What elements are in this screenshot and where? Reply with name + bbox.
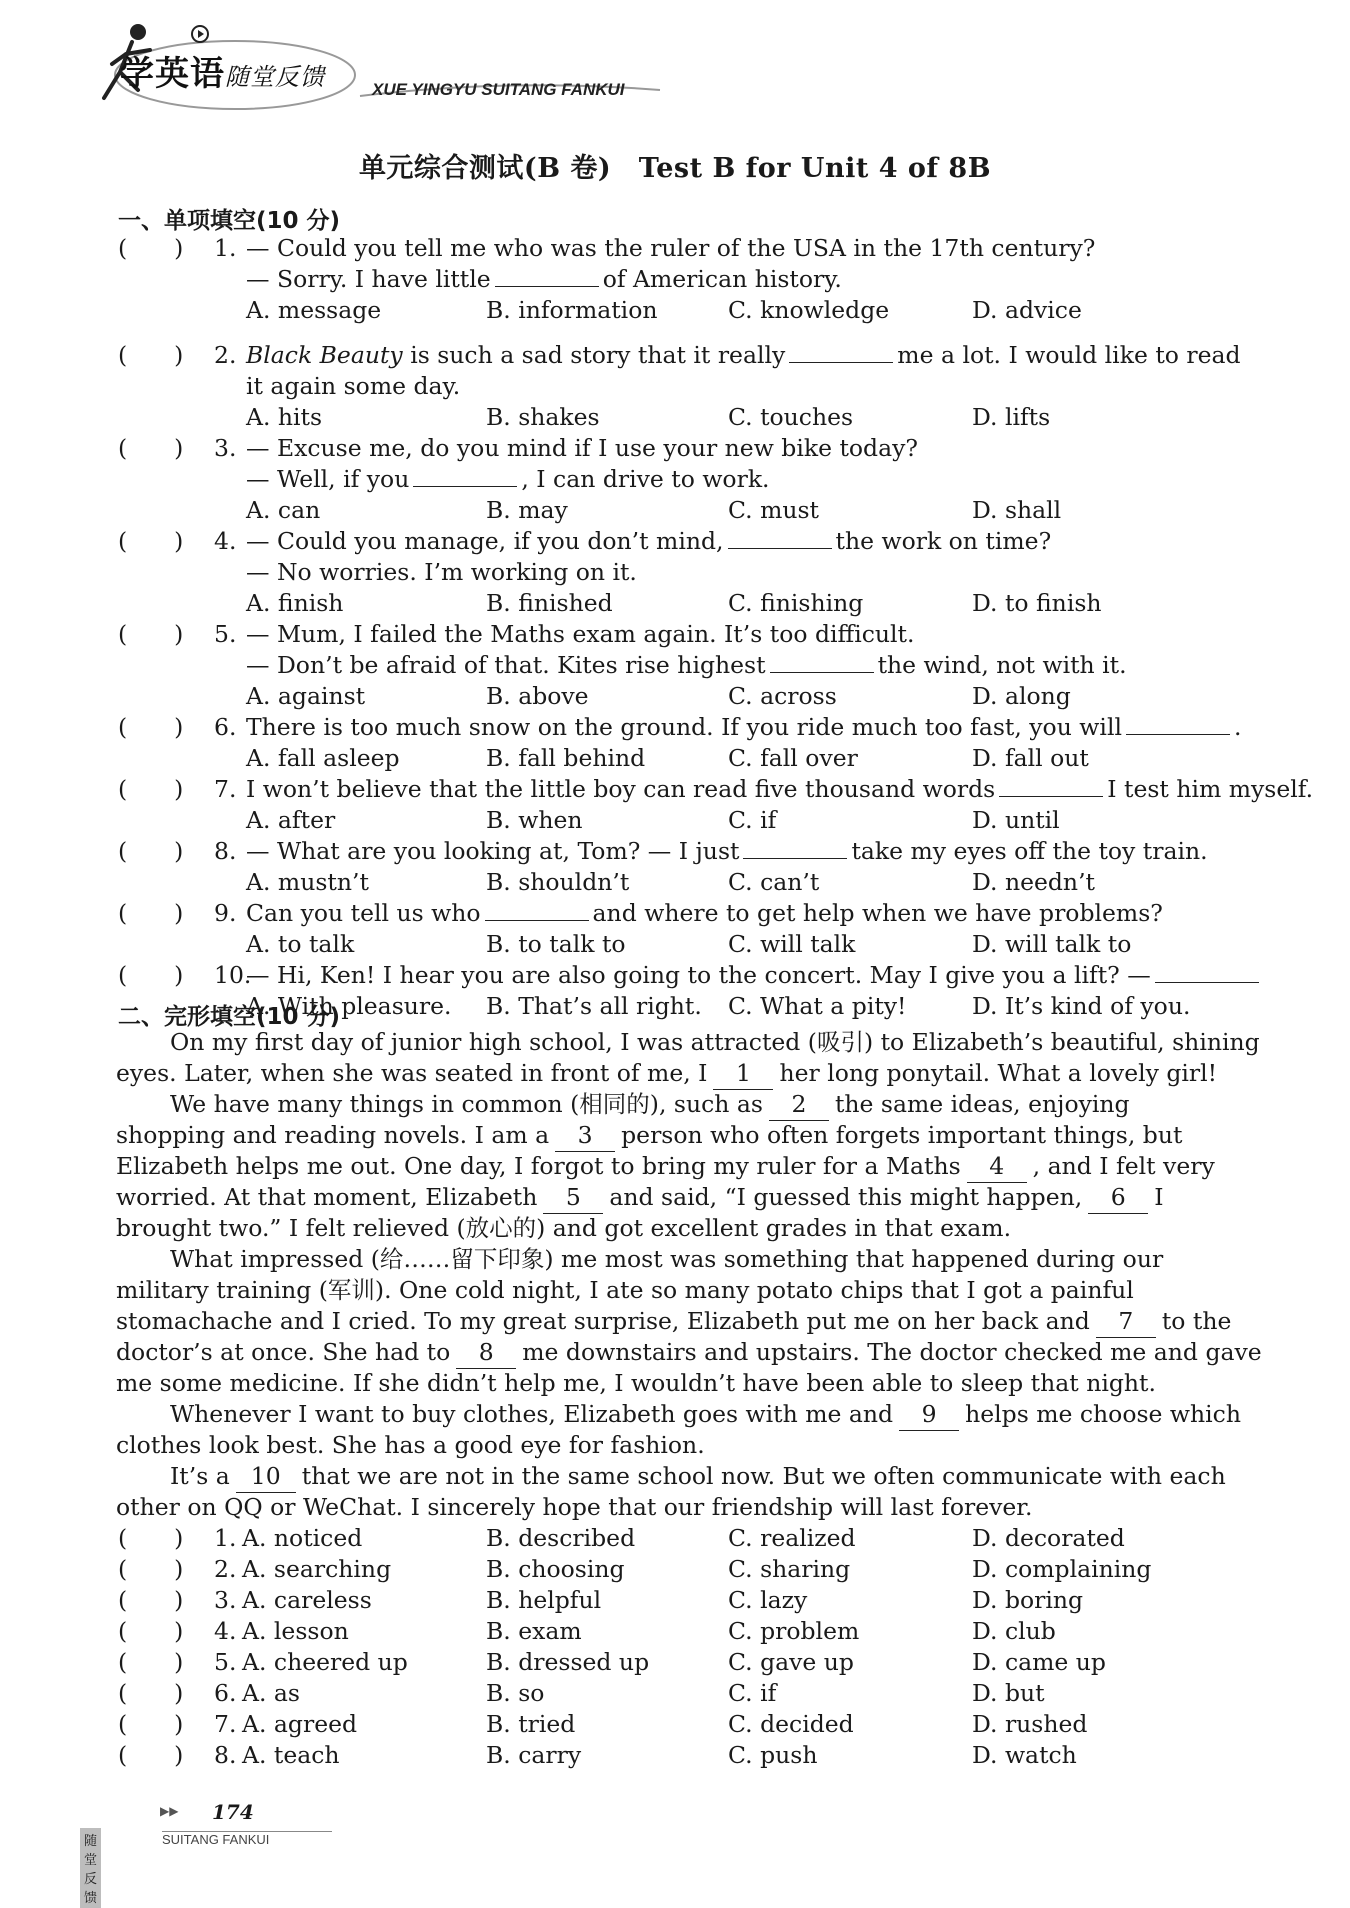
passage-line: We have many things in common (相同的), such as 2 the same ideas, enjoying bbox=[170, 1089, 1130, 1121]
option-b[interactable]: B. above bbox=[486, 682, 589, 710]
question-number: 1. bbox=[214, 1524, 237, 1552]
option-c[interactable]: C. will talk bbox=[728, 930, 856, 958]
answer-paren[interactable]: ( ) bbox=[118, 1679, 184, 1707]
passage-line: Elizabeth helps me out. One day, I forgot to bring my ruler for a Maths 4 , and I felt very bbox=[116, 1151, 1215, 1183]
answer-paren[interactable]: ( ) bbox=[118, 713, 184, 741]
option-a[interactable]: A. teach bbox=[242, 1741, 340, 1769]
answer-paren[interactable]: ( ) bbox=[118, 961, 184, 989]
passage-line: doctor’s at once. She had to 8 me downstairs and upstairs. The doctor checked me and gave bbox=[116, 1337, 1262, 1369]
question-text: — Could you manage, if you don’t mind, the work on time? bbox=[246, 527, 1052, 555]
blank-5[interactable]: 5 bbox=[543, 1182, 603, 1214]
question-text: — Hi, Ken! I hear you are also going to the concert. May I give you a lift? — bbox=[246, 960, 1263, 991]
question-number: 5. bbox=[214, 620, 237, 648]
passage-line: shopping and reading novels. I am a 3 person who often forgets important things, but bbox=[116, 1120, 1182, 1152]
question-number: 10. bbox=[214, 961, 252, 989]
passage-line: stomachache and I cried. To my great surprise, Elizabeth put me on her back and 7 to the bbox=[116, 1306, 1231, 1338]
answer-paren[interactable]: ( ) bbox=[118, 1617, 184, 1645]
option-a[interactable]: A. to talk bbox=[246, 930, 355, 958]
question-number: 6. bbox=[214, 1679, 237, 1707]
question-number: 9. bbox=[214, 899, 237, 927]
option-a[interactable]: A. With pleasure. bbox=[246, 992, 452, 1020]
option-b[interactable]: B. so bbox=[486, 1679, 545, 1707]
option-a[interactable]: A. careless bbox=[242, 1586, 372, 1614]
question-text: it again some day. bbox=[246, 372, 461, 400]
option-d[interactable]: D. It’s kind of you. bbox=[972, 992, 1191, 1020]
answer-blank[interactable] bbox=[413, 464, 517, 487]
header-banner bbox=[60, 20, 680, 115]
option-a[interactable]: A. after bbox=[246, 806, 336, 834]
blank-2[interactable]: 2 bbox=[769, 1089, 829, 1121]
option-c[interactable]: C. touches bbox=[728, 403, 854, 431]
option-c[interactable]: C. decided bbox=[728, 1710, 854, 1738]
section2-heading: 二、完形填空(10 分) bbox=[118, 1004, 341, 1030]
option-d[interactable]: D. along bbox=[972, 682, 1071, 710]
passage-line: clothes look best. She has a good eye for fashion. bbox=[116, 1431, 705, 1459]
answer-blank[interactable] bbox=[485, 898, 589, 921]
passage-line: worried. At that moment, Elizabeth 5 and said, “I guessed this might happen, 6 I bbox=[116, 1182, 1164, 1214]
option-a[interactable]: A. agreed bbox=[242, 1710, 358, 1738]
answer-paren[interactable]: ( ) bbox=[118, 837, 184, 865]
option-d[interactable]: D. watch bbox=[972, 1741, 1077, 1769]
option-b[interactable]: B. fall behind bbox=[486, 744, 646, 772]
option-b[interactable]: B. when bbox=[486, 806, 583, 834]
passage-line: me some medicine. If she didn’t help me, I wouldn’t have been able to sleep that night. bbox=[116, 1369, 1156, 1397]
option-c[interactable]: C. sharing bbox=[728, 1555, 851, 1583]
passage-line: What impressed (给……留下印象) me most was something that happened during our bbox=[170, 1245, 1164, 1273]
option-b[interactable]: B. shouldn’t bbox=[486, 868, 630, 896]
option-a[interactable]: A. lesson bbox=[242, 1617, 349, 1645]
option-b[interactable]: B. described bbox=[486, 1524, 636, 1552]
option-c[interactable]: C. must bbox=[728, 496, 820, 524]
option-d[interactable]: D. complaining bbox=[972, 1555, 1152, 1583]
option-b[interactable]: B. carry bbox=[486, 1741, 582, 1769]
answer-blank[interactable] bbox=[1126, 712, 1230, 735]
passage-line: other on QQ or WeChat. I sincerely hope that our friendship will last forever. bbox=[116, 1493, 1033, 1521]
page-number: 174 bbox=[212, 1800, 254, 1824]
option-d[interactable]: D. but bbox=[972, 1679, 1045, 1707]
option-d[interactable]: D. decorated bbox=[972, 1524, 1125, 1552]
option-c[interactable]: C. gave up bbox=[728, 1648, 854, 1676]
question-text: — Could you tell me who was the ruler of the USA in the 17th century? bbox=[246, 234, 1096, 262]
option-d[interactable]: D. lifts bbox=[972, 403, 1051, 431]
blank-9[interactable]: 9 bbox=[899, 1399, 959, 1431]
option-a[interactable]: A. cheered up bbox=[242, 1648, 408, 1676]
header-en-title: XUE YINGYU SUITANG FANKUI bbox=[372, 80, 625, 99]
answer-blank[interactable] bbox=[770, 650, 874, 673]
answer-paren[interactable]: ( ) bbox=[118, 527, 184, 555]
answer-blank[interactable] bbox=[743, 836, 847, 859]
question-text: — Well, if you , I can drive to work. bbox=[246, 465, 770, 493]
option-c[interactable]: C. push bbox=[728, 1741, 818, 1769]
option-c[interactable]: C. finishing bbox=[728, 589, 864, 617]
option-d[interactable]: D. will talk to bbox=[972, 930, 1132, 958]
question-number: 6. bbox=[214, 713, 237, 741]
option-c[interactable]: C. fall over bbox=[728, 744, 858, 772]
option-d[interactable]: D. advice bbox=[972, 296, 1082, 324]
option-a[interactable]: A. mustn’t bbox=[246, 868, 369, 896]
option-c[interactable]: C. across bbox=[728, 682, 837, 710]
option-d[interactable]: D. fall out bbox=[972, 744, 1089, 772]
option-d[interactable]: D. until bbox=[972, 806, 1060, 834]
blank-6[interactable]: 6 bbox=[1088, 1182, 1148, 1214]
option-b[interactable]: B. choosing bbox=[486, 1555, 625, 1583]
option-d[interactable]: D. to finish bbox=[972, 589, 1102, 617]
question-text: — What are you looking at, Tom? — I just take my eyes off the toy train. bbox=[246, 837, 1208, 865]
answer-paren[interactable]: ( ) bbox=[118, 899, 184, 927]
answer-paren[interactable]: ( ) bbox=[118, 1555, 184, 1583]
passage-line: military training (军训). One cold night, I ate so many potato chips that I got a painful bbox=[116, 1276, 1134, 1304]
question-number: 7. bbox=[214, 775, 237, 803]
option-b[interactable]: B. That’s all right. bbox=[486, 992, 702, 1020]
answer-blank[interactable] bbox=[999, 774, 1103, 797]
answer-blank[interactable] bbox=[495, 264, 599, 287]
option-b[interactable]: B. helpful bbox=[486, 1586, 602, 1614]
double-arrow-icon: ▶▶ bbox=[160, 1804, 179, 1818]
answer-paren[interactable]: ( ) bbox=[118, 1524, 184, 1552]
option-b[interactable]: B. to talk to bbox=[486, 930, 626, 958]
option-d[interactable]: D. shall bbox=[972, 496, 1062, 524]
question-text: Black Beauty is such a sad story that it really me a lot. I would like to read bbox=[246, 341, 1241, 369]
answer-paren[interactable]: ( ) bbox=[118, 620, 184, 648]
answer-paren[interactable]: ( ) bbox=[118, 775, 184, 803]
question-number: 8. bbox=[214, 1741, 237, 1769]
option-a[interactable]: A. fall asleep bbox=[246, 744, 400, 772]
option-b[interactable]: B. shakes bbox=[486, 403, 600, 431]
question-text: I won’t believe that the little boy can read five thousand words I test him myself. bbox=[246, 775, 1314, 803]
option-a[interactable]: A. hits bbox=[246, 403, 323, 431]
question-number: 3. bbox=[214, 1586, 237, 1614]
question-number: 8. bbox=[214, 837, 237, 865]
answer-paren[interactable]: ( ) bbox=[118, 1648, 184, 1676]
option-a[interactable]: A. message bbox=[246, 296, 382, 324]
question-number: 2. bbox=[214, 1555, 237, 1583]
option-c[interactable]: C. if bbox=[728, 1679, 777, 1707]
option-c[interactable]: C. What a pity! bbox=[728, 992, 907, 1020]
page-title: 单元综合测试(B 卷) Test B for Unit 4 of 8B bbox=[358, 153, 992, 184]
option-c[interactable]: C. problem bbox=[728, 1617, 860, 1645]
option-c[interactable]: C. knowledge bbox=[728, 296, 890, 324]
option-b[interactable]: B. information bbox=[486, 296, 658, 324]
question-number: 5. bbox=[214, 1648, 237, 1676]
footer-tag: 随堂反馈 bbox=[80, 1828, 101, 1908]
question-number: 1. bbox=[214, 234, 237, 262]
question-text: There is too much snow on the ground. If you ride much too fast, you will . bbox=[246, 713, 1242, 741]
option-c[interactable]: C. if bbox=[728, 806, 777, 834]
blank-10[interactable]: 10 bbox=[236, 1461, 296, 1493]
question-number: 4. bbox=[214, 527, 237, 555]
footer-tag-en: SUITANG FANKUI bbox=[162, 1831, 332, 1847]
question-text: — Mum, I failed the Maths exam again. It’s too difficult. bbox=[246, 620, 915, 648]
option-d[interactable]: D. boring bbox=[972, 1586, 1084, 1614]
passage-line: Whenever I want to buy clothes, Elizabeth goes with me and 9 helps me choose which bbox=[170, 1399, 1241, 1431]
option-b[interactable]: B. exam bbox=[486, 1617, 582, 1645]
question-number: 4. bbox=[214, 1617, 237, 1645]
answer-paren[interactable]: ( ) bbox=[118, 234, 184, 262]
answer-paren[interactable]: ( ) bbox=[118, 1710, 184, 1738]
answer-blank[interactable] bbox=[789, 340, 893, 363]
passage-line: brought two.” I felt relieved (放心的) and got excellent grades in that exam. bbox=[116, 1214, 1012, 1242]
question-number: 3. bbox=[214, 434, 237, 462]
option-d[interactable]: D. came up bbox=[972, 1648, 1106, 1676]
option-c[interactable]: C. can’t bbox=[728, 868, 820, 896]
question-text: — Don’t be afraid of that. Kites rise highest the wind, not with it. bbox=[246, 651, 1127, 679]
option-d[interactable]: D. rushed bbox=[972, 1710, 1088, 1738]
question-text: — No worries. I’m working on it. bbox=[246, 558, 637, 586]
question-text: — Excuse me, do you mind if I use your new bike today? bbox=[246, 434, 918, 462]
question-number: 2. bbox=[214, 341, 237, 369]
blank-8[interactable]: 8 bbox=[456, 1337, 516, 1369]
answer-paren[interactable]: ( ) bbox=[118, 341, 184, 369]
answer-paren[interactable]: ( ) bbox=[118, 1586, 184, 1614]
blank-3[interactable]: 3 bbox=[555, 1120, 615, 1152]
answer-blank[interactable] bbox=[728, 526, 832, 549]
option-b[interactable]: B. dressed up bbox=[486, 1648, 650, 1676]
option-a[interactable]: A. against bbox=[246, 682, 366, 710]
question-number: 7. bbox=[214, 1710, 237, 1738]
blank-1[interactable]: 1 bbox=[713, 1058, 773, 1090]
option-c[interactable]: C. realized bbox=[728, 1524, 856, 1552]
passage-line: It’s a 10 that we are not in the same school now. But we often communicate with each bbox=[170, 1461, 1226, 1493]
section1-heading: 一、单项填空(10 分) bbox=[118, 208, 341, 234]
passage-line: eyes. Later, when she was seated in front of me, I 1 her long ponytail. What a lovely girl! bbox=[116, 1058, 1217, 1090]
option-a[interactable]: A. as bbox=[242, 1679, 300, 1707]
question-text: — Sorry. I have little of American history. bbox=[246, 265, 842, 293]
blank-7[interactable]: 7 bbox=[1096, 1306, 1156, 1338]
answer-paren[interactable]: ( ) bbox=[118, 1741, 184, 1769]
header-zh-title: 学英语随堂反馈 bbox=[120, 54, 325, 94]
answer-paren[interactable]: ( ) bbox=[118, 434, 184, 462]
option-a[interactable]: A. noticed bbox=[242, 1524, 363, 1552]
option-b[interactable]: B. may bbox=[486, 496, 568, 524]
option-a[interactable]: A. can bbox=[246, 496, 321, 524]
option-a[interactable]: A. searching bbox=[242, 1555, 392, 1583]
question-text: Can you tell us who and where to get help when we have problems? bbox=[246, 899, 1163, 927]
passage-line: On my first day of junior high school, I was attracted (吸引) to Elizabeth’s beautiful, shining bbox=[170, 1028, 1260, 1056]
option-b[interactable]: B. tried bbox=[486, 1710, 576, 1738]
answer-blank[interactable] bbox=[1155, 960, 1259, 983]
option-c[interactable]: C. lazy bbox=[728, 1586, 808, 1614]
blank-4[interactable]: 4 bbox=[967, 1151, 1027, 1183]
option-a[interactable]: A. finish bbox=[246, 589, 344, 617]
option-b[interactable]: B. finished bbox=[486, 589, 613, 617]
option-d[interactable]: D. needn’t bbox=[972, 868, 1095, 896]
option-d[interactable]: D. club bbox=[972, 1617, 1056, 1645]
